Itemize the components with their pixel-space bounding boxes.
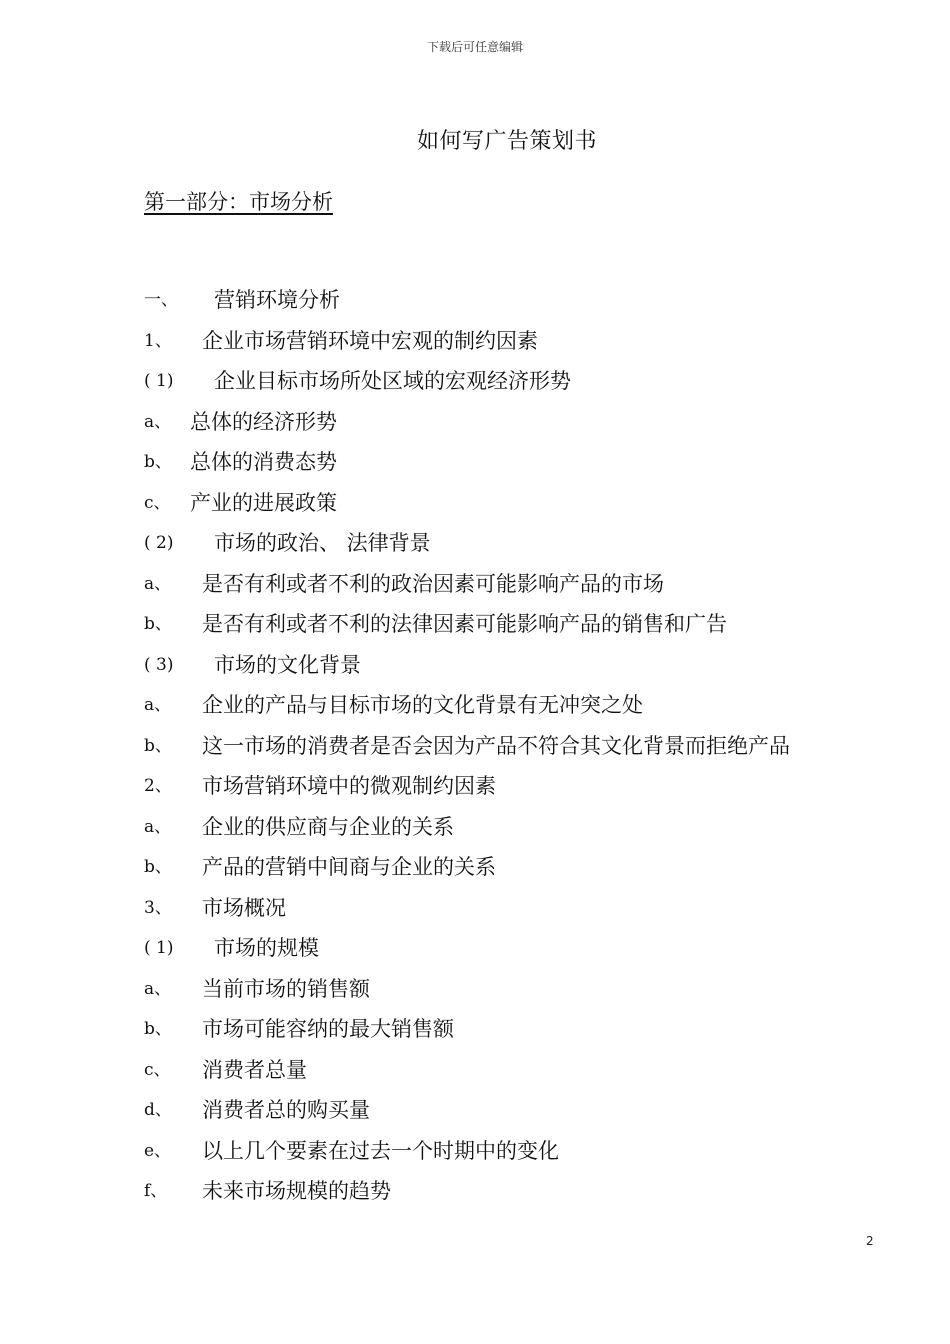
outline-marker: b、 — [144, 452, 172, 472]
outline-text: 企业的供应商与企业的关系 — [202, 814, 454, 839]
outline-line — [144, 892, 904, 933]
outline-list — [144, 284, 904, 1216]
outline-line — [144, 811, 904, 852]
outline-marker: 2、 — [144, 776, 172, 796]
outline-marker: e、 — [144, 1140, 172, 1161]
outline-text: 市场的政治、 法律背景 — [214, 531, 431, 555]
outline-line — [144, 1054, 904, 1095]
outline-marker: a、 — [144, 816, 172, 837]
outline-line — [144, 851, 904, 892]
outline-line — [144, 487, 904, 528]
outline-line — [144, 1135, 904, 1176]
outline-text: 是否有利或者不利的政治因素可能影响产品的市场 — [202, 571, 664, 596]
outline-marker: c、 — [144, 492, 171, 513]
outline-line — [144, 649, 904, 690]
section-heading: 第一部分：市场分析 — [144, 190, 333, 214]
outline-text: 消费者总量 — [202, 1057, 307, 1082]
outline-line — [144, 973, 904, 1014]
outline-text: 企业市场营销环境中宏观的制约因素 — [202, 328, 538, 353]
outline-text: 这一市场的消费者是否会因为产品不符合其文化背景而拒绝产品 — [202, 733, 790, 758]
outline-marker: a、 — [144, 695, 172, 715]
outline-text: 未来市场规模的趋势 — [202, 1179, 391, 1203]
outline-text: 产业的进展政策 — [190, 490, 337, 515]
outline-text: 消费者总的购买量 — [202, 1098, 370, 1122]
outline-marker: b、 — [144, 735, 172, 756]
outline-marker: c、 — [144, 1059, 171, 1080]
outline-text: 当前市场的销售额 — [202, 976, 370, 1001]
outline-text: 产品的营销中间商与企业的关系 — [202, 855, 496, 879]
outline-marker: 1、 — [144, 330, 172, 351]
outline-marker: 3、 — [144, 897, 172, 918]
outline-line — [144, 1094, 904, 1135]
outline-line — [144, 608, 904, 649]
outline-marker: ( 1) — [144, 938, 174, 958]
outline-text: 市场的文化背景 — [214, 652, 361, 677]
outline-text: 市场可能容纳的最大销售额 — [202, 1017, 454, 1041]
outline-marker: b、 — [144, 1019, 172, 1039]
outline-line — [144, 446, 904, 487]
outline-line — [144, 284, 904, 325]
outline-text: 市场概况 — [202, 895, 286, 920]
outline-line — [144, 730, 904, 771]
document-title: 如何写广告策划书 — [416, 129, 597, 154]
outline-line — [144, 932, 904, 973]
outline-line — [144, 1175, 904, 1216]
outline-line — [144, 527, 904, 568]
outline-marker: 一、 — [144, 290, 178, 310]
outline-line — [144, 406, 904, 447]
outline-text: 市场营销环境中的微观制约因素 — [202, 774, 496, 798]
outline-line — [144, 770, 904, 811]
outline-text: 是否有利或者不利的法律因素可能影响产品的销售和广告 — [202, 612, 727, 636]
outline-line — [144, 1013, 904, 1054]
outline-line — [144, 325, 904, 366]
outline-text: 以上几个要素在过去一个时期中的变化 — [202, 1138, 559, 1163]
outline-marker: b、 — [144, 614, 172, 634]
outline-marker: f、 — [144, 1181, 168, 1201]
header-note: 下载后可任意编辑 — [426, 40, 523, 54]
outline-text: 企业的产品与目标市场的文化背景有无冲突之处 — [202, 693, 643, 717]
outline-text: 市场的规模 — [214, 936, 319, 960]
outline-line — [144, 689, 904, 730]
outline-marker: a、 — [144, 573, 172, 594]
outline-marker: a、 — [144, 411, 172, 432]
outline-line — [144, 365, 904, 406]
outline-marker: a、 — [144, 978, 172, 999]
outline-marker: d、 — [144, 1100, 172, 1120]
outline-text: 总体的消费态势 — [190, 450, 337, 474]
outline-text: 总体的经济形势 — [190, 409, 337, 434]
page-number: 2 — [866, 1234, 874, 1248]
outline-marker: ( 2) — [144, 533, 174, 553]
outline-marker: b、 — [144, 857, 172, 877]
outline-line — [144, 568, 904, 609]
outline-marker: ( 1) — [144, 371, 174, 391]
outline-text: 营销环境分析 — [214, 288, 340, 312]
outline-text: 企业目标市场所处区域的宏观经济形势 — [214, 369, 571, 393]
outline-marker: ( 3) — [144, 654, 174, 675]
